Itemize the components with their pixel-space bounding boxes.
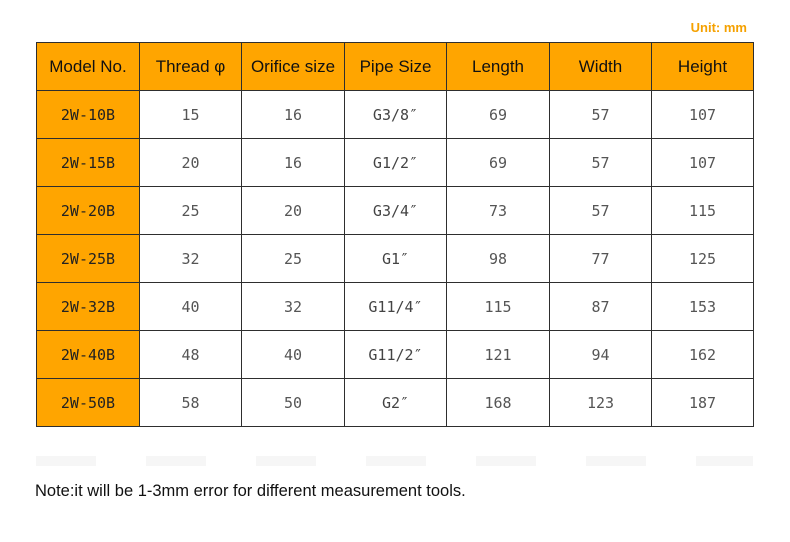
header-orifice-size: Orifice size [242, 43, 345, 91]
cell-pipe-size: G3/4″ [345, 187, 447, 235]
cell-length: 69 [447, 91, 550, 139]
cell-pipe-size: G11/2″ [345, 331, 447, 379]
table-row [37, 235, 754, 283]
cell-width: 57 [550, 139, 652, 187]
cell-thread: 20 [140, 139, 242, 187]
cell-orifice: 50 [242, 379, 345, 427]
faint-divider [36, 456, 753, 466]
cell-model: 2W-15B [37, 139, 140, 187]
cell-width: 57 [550, 91, 652, 139]
note-text: Note:it will be 1-3mm error for different measurement tools. [35, 482, 466, 500]
cell-width: 123 [550, 379, 652, 427]
table-row [37, 379, 754, 427]
unit-label: Unit: mm [690, 20, 747, 35]
table-header-row [37, 43, 754, 91]
cell-model: 2W-25B [37, 235, 140, 283]
table-row [37, 283, 754, 331]
cell-pipe-size: G11/4″ [345, 283, 447, 331]
cell-length: 73 [447, 187, 550, 235]
cell-height: 187 [652, 379, 754, 427]
cell-thread: 40 [140, 283, 242, 331]
cell-width: 87 [550, 283, 652, 331]
cell-width: 77 [550, 235, 652, 283]
spec-table [36, 42, 754, 427]
cell-thread: 58 [140, 379, 242, 427]
table-row [37, 139, 754, 187]
cell-pipe-size: G1/2″ [345, 139, 447, 187]
cell-model: 2W-10B [37, 91, 140, 139]
header-height: Height [652, 43, 754, 91]
cell-orifice: 20 [242, 187, 345, 235]
table-row [37, 187, 754, 235]
cell-model: 2W-40B [37, 331, 140, 379]
cell-pipe-size: G3/8″ [345, 91, 447, 139]
cell-length: 98 [447, 235, 550, 283]
header-model-no: Model No. [37, 43, 140, 91]
cell-length: 115 [447, 283, 550, 331]
table-row [37, 91, 754, 139]
cell-height: 162 [652, 331, 754, 379]
cell-width: 57 [550, 187, 652, 235]
cell-orifice: 40 [242, 331, 345, 379]
cell-model: 2W-50B [37, 379, 140, 427]
cell-width: 94 [550, 331, 652, 379]
cell-thread: 32 [140, 235, 242, 283]
cell-model: 2W-20B [37, 187, 140, 235]
cell-height: 125 [652, 235, 754, 283]
header-width: Width [550, 43, 652, 91]
cell-pipe-size: G1″ [345, 235, 447, 283]
cell-orifice: 32 [242, 283, 345, 331]
cell-thread: 48 [140, 331, 242, 379]
cell-length: 168 [447, 379, 550, 427]
cell-thread: 25 [140, 187, 242, 235]
cell-orifice: 16 [242, 139, 345, 187]
cell-height: 153 [652, 283, 754, 331]
cell-pipe-size: G2″ [345, 379, 447, 427]
cell-height: 107 [652, 139, 754, 187]
header-pipe-size: Pipe Size [345, 43, 447, 91]
cell-thread: 15 [140, 91, 242, 139]
cell-length: 121 [447, 331, 550, 379]
cell-orifice: 16 [242, 91, 345, 139]
cell-model: 2W-32B [37, 283, 140, 331]
header-length: Length [447, 43, 550, 91]
cell-length: 69 [447, 139, 550, 187]
cell-height: 115 [652, 187, 754, 235]
header-thread: Thread φ [140, 43, 242, 91]
cell-orifice: 25 [242, 235, 345, 283]
cell-height: 107 [652, 91, 754, 139]
table-row [37, 331, 754, 379]
